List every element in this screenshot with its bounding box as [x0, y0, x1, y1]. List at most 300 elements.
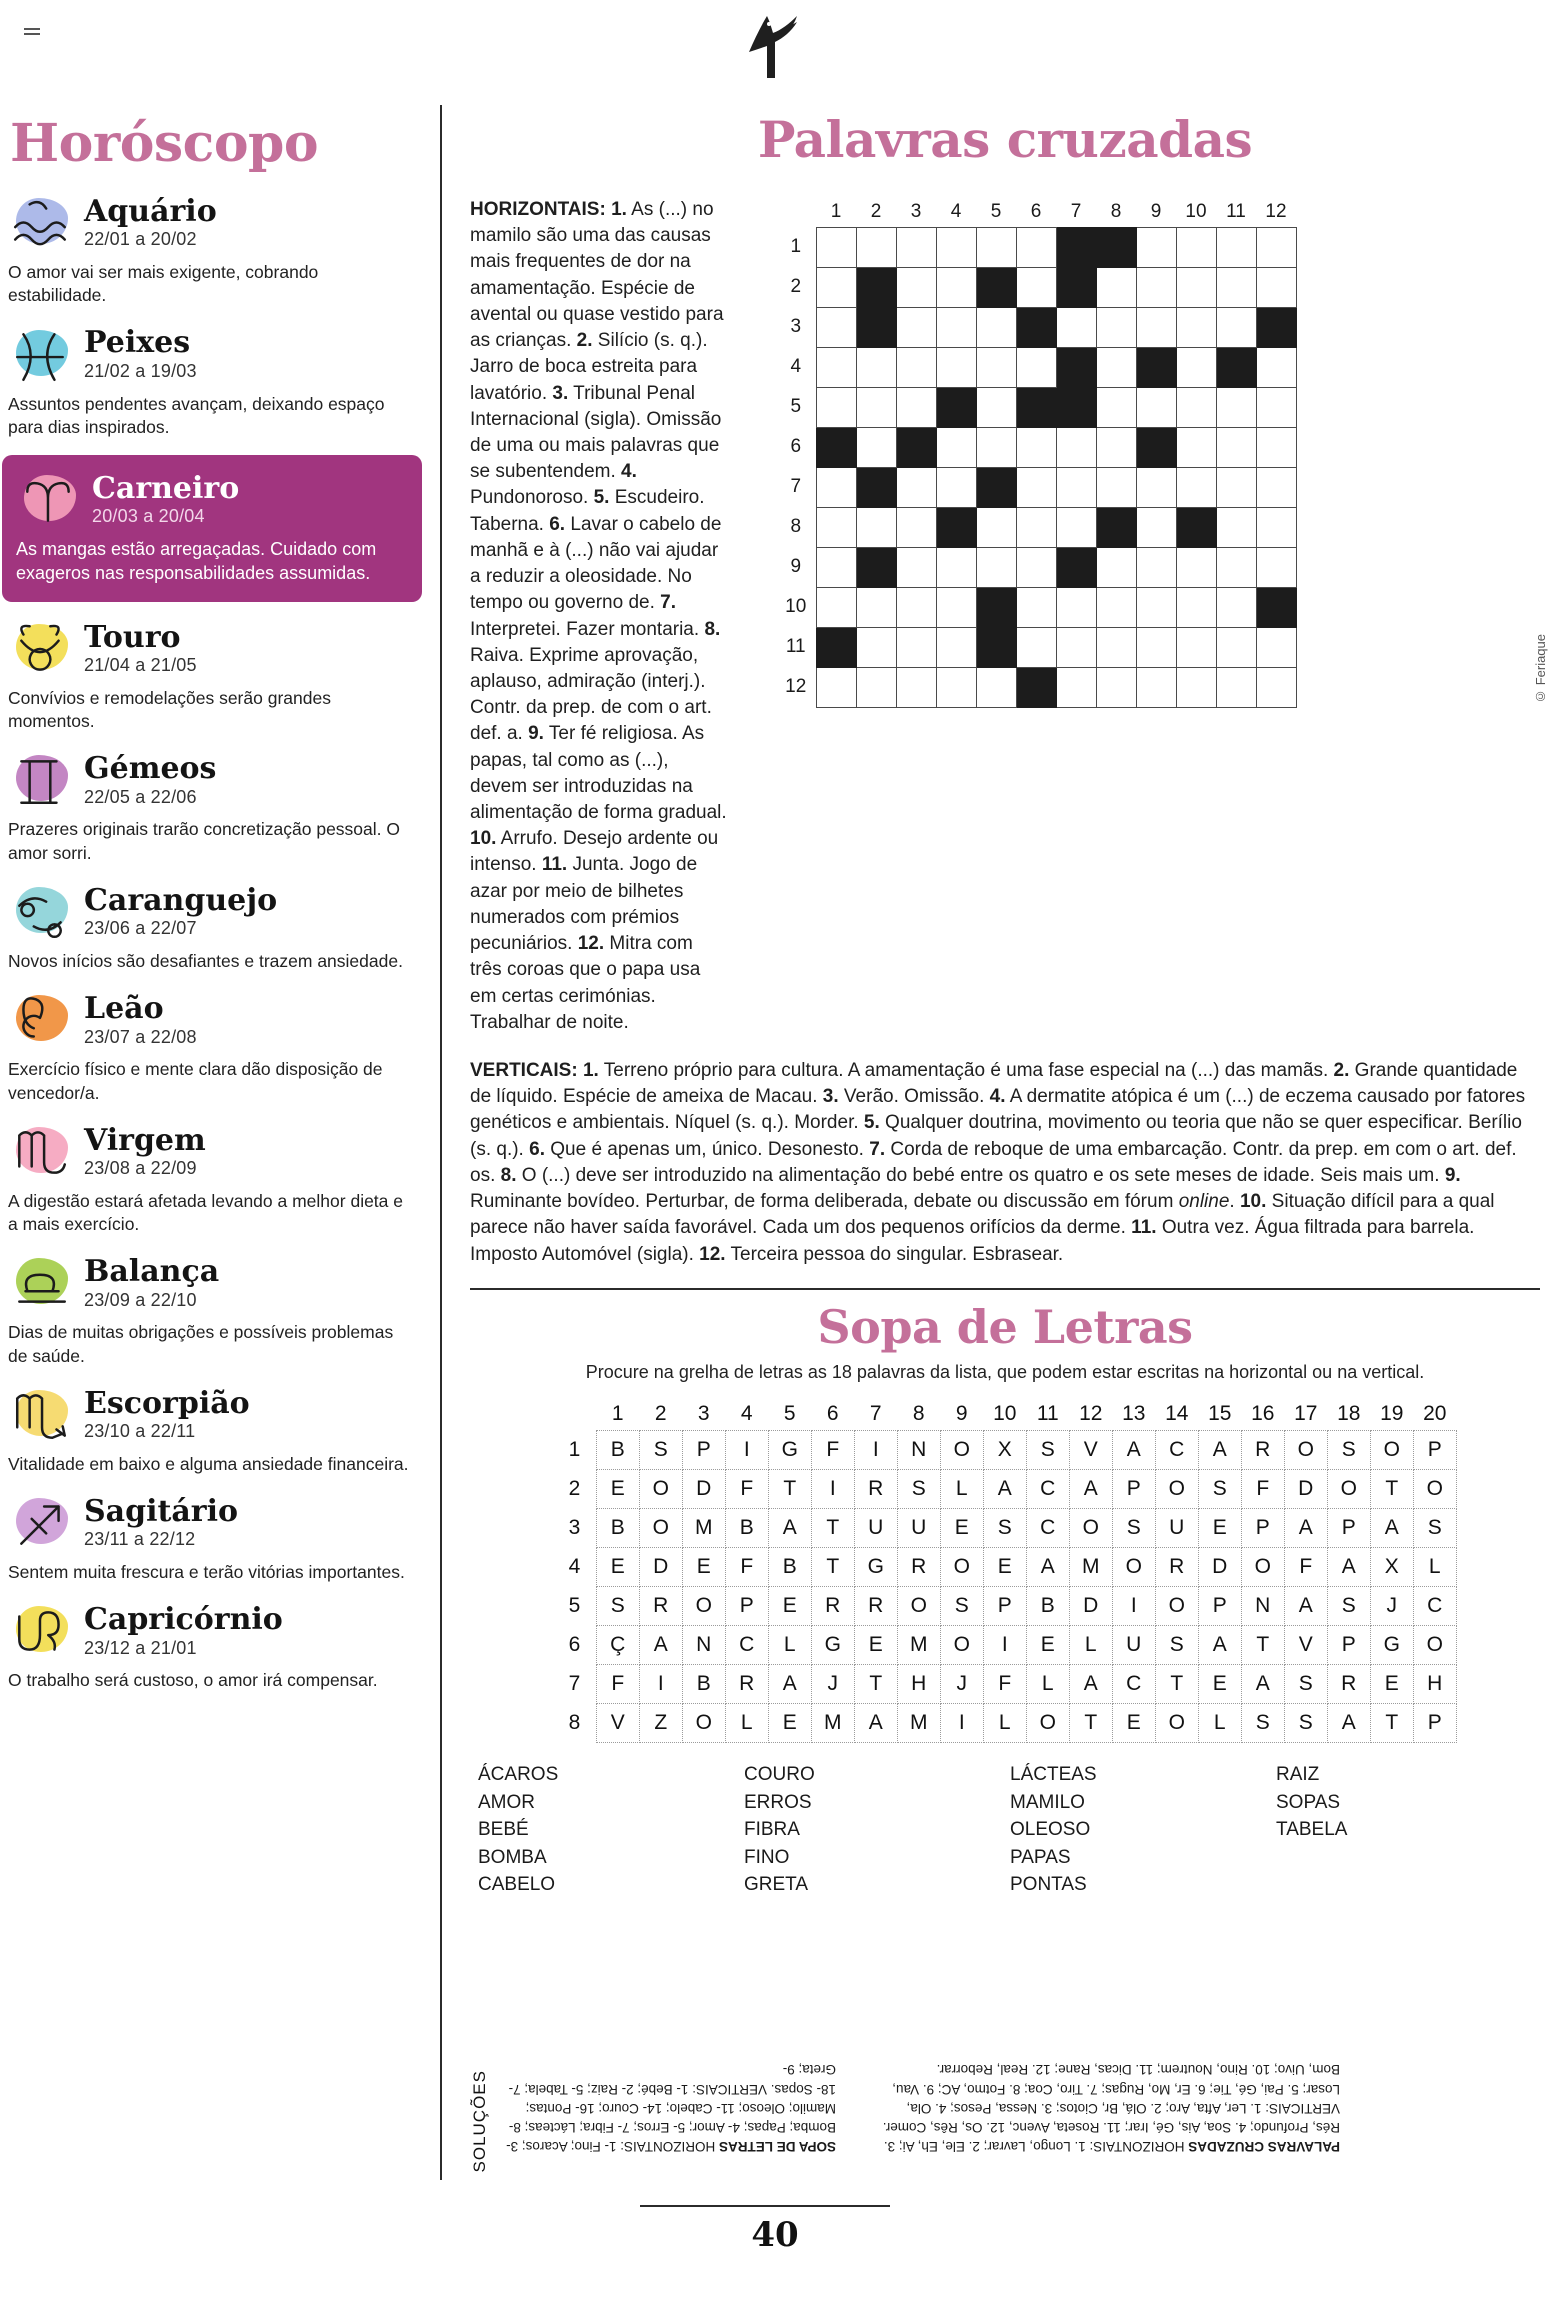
wordsearch-cell-7-10[interactable]: F — [983, 1665, 1026, 1704]
crossword-cell-8-5[interactable] — [976, 507, 1016, 547]
crossword-cell-5-2[interactable] — [856, 387, 896, 427]
wordsearch-cell-4-4[interactable]: F — [725, 1548, 768, 1587]
crossword-cell-9-6[interactable] — [1016, 547, 1056, 587]
wordsearch-cell-5-7[interactable]: R — [854, 1587, 897, 1626]
wordsearch-cell-1-19[interactable]: O — [1370, 1431, 1413, 1470]
crossword-cell-2-9[interactable] — [1136, 267, 1176, 307]
wordsearch-cell-1-20[interactable]: P — [1413, 1431, 1456, 1470]
crossword-cell-3-11[interactable] — [1216, 307, 1256, 347]
crossword-cell-9-11[interactable] — [1216, 547, 1256, 587]
crossword-cell-6-5[interactable] — [976, 427, 1016, 467]
crossword-cell-7-4[interactable] — [936, 467, 976, 507]
wordsearch-cell-1-10[interactable]: X — [983, 1431, 1026, 1470]
wordsearch-cell-6-3[interactable]: N — [682, 1626, 725, 1665]
wordsearch-cell-6-8[interactable]: M — [897, 1626, 940, 1665]
crossword-cell-7-8[interactable] — [1096, 467, 1136, 507]
crossword-cell-5-8[interactable] — [1096, 387, 1136, 427]
wordsearch-cell-8-16[interactable]: S — [1241, 1704, 1284, 1743]
wordsearch-cell-6-15[interactable]: A — [1198, 1626, 1241, 1665]
wordsearch-cell-7-11[interactable]: L — [1026, 1665, 1069, 1704]
wordsearch-cell-7-12[interactable]: A — [1069, 1665, 1112, 1704]
crossword-cell-4-5[interactable] — [976, 347, 1016, 387]
wordsearch-cell-2-18[interactable]: O — [1327, 1470, 1370, 1509]
zodiac-sign-name: Escorpião — [84, 1385, 250, 1421]
wordsearch-cell-5-14[interactable]: O — [1155, 1587, 1198, 1626]
wordsearch-cell-8-3[interactable]: O — [682, 1704, 725, 1743]
wordsearch-cell-4-2[interactable]: D — [639, 1548, 682, 1587]
wordsearch-cell-4-7[interactable]: G — [854, 1548, 897, 1587]
wordsearch-cell-4-20[interactable]: L — [1413, 1548, 1456, 1587]
crossword-cell-4-1[interactable] — [816, 347, 856, 387]
wordsearch-cell-2-6[interactable]: I — [811, 1470, 854, 1509]
crossword-cell-2-8[interactable] — [1096, 267, 1136, 307]
crossword-cell-9-9[interactable] — [1136, 547, 1176, 587]
crossword-cell-4-3[interactable] — [896, 347, 936, 387]
wordsearch-col-header: 6 — [826, 1401, 839, 1425]
wordsearch-cell-5-12[interactable]: D — [1069, 1587, 1112, 1626]
wordsearch-cell-2-2[interactable]: O — [639, 1470, 682, 1509]
wordsearch-cell-8-4[interactable]: L — [725, 1704, 768, 1743]
wordsearch-cell-7-8[interactable]: H — [897, 1665, 940, 1704]
wordsearch-cell-5-1[interactable]: S — [596, 1587, 639, 1626]
crossword-cell-6-10[interactable] — [1176, 427, 1216, 467]
solutions-crossword — [870, 2060, 1340, 2156]
wordsearch-cell-6-5[interactable]: L — [768, 1626, 811, 1665]
wordsearch-cell-3-15[interactable]: E — [1198, 1509, 1241, 1548]
wordsearch-cell-4-5[interactable]: B — [768, 1548, 811, 1587]
wordsearch-cell-7-2[interactable]: I — [639, 1665, 682, 1704]
wordsearch-cell-2-14[interactable]: O — [1155, 1470, 1198, 1509]
wordsearch-cell-3-17[interactable]: A — [1284, 1509, 1327, 1548]
wordsearch-cell-6-4[interactable]: C — [725, 1626, 768, 1665]
wordsearch-cell-1-7[interactable]: I — [854, 1431, 897, 1470]
crossword-cell-6-12[interactable] — [1256, 427, 1296, 467]
wordsearch-cell-6-12[interactable]: L — [1069, 1626, 1112, 1665]
zodiac-sign-header — [8, 1492, 412, 1554]
wordsearch-cell-4-18[interactable]: A — [1327, 1548, 1370, 1587]
wordsearch-cell-5-11[interactable]: B — [1026, 1587, 1069, 1626]
crossword-cell-4-10[interactable] — [1176, 347, 1216, 387]
crossword-cell-7-10[interactable] — [1176, 467, 1216, 507]
crossword-cell-7-7[interactable] — [1056, 467, 1096, 507]
crossword-cell-1-3[interactable] — [896, 227, 936, 267]
wordsearch-cell-7-7[interactable]: T — [854, 1665, 897, 1704]
crossword-cell-6-11[interactable] — [1216, 427, 1256, 467]
crossword-cell-12-1[interactable] — [816, 667, 856, 707]
crossword-cell-12-7[interactable] — [1056, 667, 1096, 707]
crossword-cell-4-8[interactable] — [1096, 347, 1136, 387]
crossword-cell-4-4[interactable] — [936, 347, 976, 387]
wordsearch-cell-6-18[interactable]: P — [1327, 1626, 1370, 1665]
crossword-cell-9-3[interactable] — [896, 547, 936, 587]
wordsearch-cell-5-2[interactable]: R — [639, 1587, 682, 1626]
wordsearch-cell-7-19[interactable]: E — [1370, 1665, 1413, 1704]
wordsearch-cell-5-10[interactable]: P — [983, 1587, 1026, 1626]
crossword-cell-3-10[interactable] — [1176, 307, 1216, 347]
wordsearch-cell-3-10[interactable]: S — [983, 1509, 1026, 1548]
wordsearch-cell-5-6[interactable]: R — [811, 1587, 854, 1626]
wordsearch-cell-4-10[interactable]: E — [983, 1548, 1026, 1587]
wordsearch-cell-3-19[interactable]: A — [1370, 1509, 1413, 1548]
wordsearch-cell-3-20[interactable]: S — [1413, 1509, 1456, 1548]
crossword-cell-8-7[interactable] — [1056, 507, 1096, 547]
wordsearch-cell-4-3[interactable]: E — [682, 1548, 725, 1587]
wordsearch-cell-2-8[interactable]: S — [897, 1470, 940, 1509]
wordsearch-cell-3-1[interactable]: B — [596, 1509, 639, 1548]
crossword-cell-11-6[interactable] — [1016, 627, 1056, 667]
wordsearch-row — [553, 1548, 1456, 1587]
crossword-cell-10-2[interactable] — [856, 587, 896, 627]
wordsearch-cell-8-19[interactable]: T — [1370, 1704, 1413, 1743]
crossword-cell-12-3[interactable] — [896, 667, 936, 707]
wordsearch-cell-1-8[interactable]: N — [897, 1431, 940, 1470]
crossword-cell-3-4[interactable] — [936, 307, 976, 347]
wordsearch-cell-2-12[interactable]: A — [1069, 1470, 1112, 1509]
crossword-cell-9-5[interactable] — [976, 547, 1016, 587]
wordsearch-cell-7-5[interactable]: A — [768, 1665, 811, 1704]
wordsearch-cell-7-13[interactable]: C — [1112, 1665, 1155, 1704]
wordsearch-cell-6-6[interactable]: G — [811, 1626, 854, 1665]
crossword-cell-2-11[interactable] — [1216, 267, 1256, 307]
wordsearch-cell-5-3[interactable]: O — [682, 1587, 725, 1626]
crossword-cell-2-10[interactable] — [1176, 267, 1216, 307]
wordsearch-cell-2-4[interactable]: F — [725, 1470, 768, 1509]
wordsearch-cell-4-19[interactable]: X — [1370, 1548, 1413, 1587]
crossword-cell-8-3[interactable] — [896, 507, 936, 547]
crossword-cell-8-6[interactable] — [1016, 507, 1056, 547]
horoscope-column — [0, 100, 440, 1709]
wordsearch-cell-4-6[interactable]: T — [811, 1548, 854, 1587]
crossword-cell-11-8[interactable] — [1096, 627, 1136, 667]
wordsearch-cell-1-5[interactable]: G — [768, 1431, 811, 1470]
wordsearch-cell-8-20[interactable]: P — [1413, 1704, 1456, 1743]
wordsearch-cell-7-3[interactable]: B — [682, 1665, 725, 1704]
wordsearch-cell-2-13[interactable]: P — [1112, 1470, 1155, 1509]
crossword-cell-2-1[interactable] — [816, 267, 856, 307]
wordsearch-cell-8-1[interactable]: V — [596, 1704, 639, 1743]
crossword-cell-9-8[interactable] — [1096, 547, 1136, 587]
crossword-cell-10-4[interactable] — [936, 587, 976, 627]
crossword-cell-10-9[interactable] — [1136, 587, 1176, 627]
crossword-cell-11-2[interactable] — [856, 627, 896, 667]
wordsearch-cell-4-14[interactable]: R — [1155, 1548, 1198, 1587]
wordsearch-cell-3-5[interactable]: A — [768, 1509, 811, 1548]
crossword-cell-5-1[interactable] — [816, 387, 856, 427]
crossword-cell-1-5[interactable] — [976, 227, 1016, 267]
crossword-cell-1-9[interactable] — [1136, 227, 1176, 267]
wordsearch-cell-1-2[interactable]: S — [639, 1431, 682, 1470]
wordsearch-cell-7-1[interactable]: F — [596, 1665, 639, 1704]
crossword-cell-3-3[interactable] — [896, 307, 936, 347]
crossword-cell-5-5[interactable] — [976, 387, 1016, 427]
wordsearch-word: BOMBA — [478, 1846, 547, 1868]
wordsearch-cell-6-19[interactable]: G — [1370, 1626, 1413, 1665]
crossword-cell-12-12[interactable] — [1256, 667, 1296, 707]
crossword-cell-10-6[interactable] — [1016, 587, 1056, 627]
crossword-cell-1-6[interactable] — [1016, 227, 1056, 267]
wordsearch-cell-4-8[interactable]: R — [897, 1548, 940, 1587]
wordsearch-col-header: 20 — [1423, 1401, 1447, 1425]
wordsearch-cell-5-4[interactable]: P — [725, 1587, 768, 1626]
crossword-cell-8-12[interactable] — [1256, 507, 1296, 547]
wordsearch-cell-1-6[interactable]: F — [811, 1431, 854, 1470]
wordsearch-cell-3-4[interactable]: B — [725, 1509, 768, 1548]
wordsearch-cell-6-13[interactable]: U — [1112, 1626, 1155, 1665]
wordsearch-cell-5-16[interactable]: N — [1241, 1587, 1284, 1626]
crossword-col-header: 6 — [1030, 200, 1042, 222]
crossword-cell-2-3[interactable] — [896, 267, 936, 307]
crossword-cell-11-12[interactable] — [1256, 627, 1296, 667]
wordsearch-cell-2-19[interactable]: T — [1370, 1470, 1413, 1509]
wordsearch-cell-6-11[interactable]: E — [1026, 1626, 1069, 1665]
crossword-cell-9-4[interactable] — [936, 547, 976, 587]
wordsearch-cell-3-14[interactable]: U — [1155, 1509, 1198, 1548]
crossword-cell-3-7[interactable] — [1056, 307, 1096, 347]
wordsearch-cell-1-14[interactable]: C — [1155, 1431, 1198, 1470]
wordsearch-cell-3-18[interactable]: P — [1327, 1509, 1370, 1548]
wordsearch-cell-1-17[interactable]: O — [1284, 1431, 1327, 1470]
wordsearch-cell-8-8[interactable]: M — [897, 1704, 940, 1743]
crossword-cell-4-2[interactable] — [856, 347, 896, 387]
wordsearch-grid[interactable] — [553, 1397, 1457, 1744]
crossword-row — [776, 467, 1296, 507]
crossword-cell-1-2[interactable] — [856, 227, 896, 267]
crossword-cell-6-2[interactable] — [856, 427, 896, 467]
crossword-cell-12-10[interactable] — [1176, 667, 1216, 707]
wordsearch-cell-1-9[interactable]: O — [940, 1431, 983, 1470]
wordsearch-cell-2-3[interactable]: D — [682, 1470, 725, 1509]
crossword-cell-10-7[interactable] — [1056, 587, 1096, 627]
crossword-cell-10-3[interactable] — [896, 587, 936, 627]
wordsearch-cell-2-11[interactable]: C — [1026, 1470, 1069, 1509]
wordsearch-cell-1-3[interactable]: P — [682, 1431, 725, 1470]
crossword-row-header: 3 — [790, 316, 802, 337]
wordsearch-cell-3-3[interactable]: M — [682, 1509, 725, 1548]
wordsearch-cell-1-4[interactable]: I — [725, 1431, 768, 1470]
wordsearch-cell-7-14[interactable]: T — [1155, 1665, 1198, 1704]
crossword-cell-7-9[interactable] — [1136, 467, 1176, 507]
crossword-cell-12-8[interactable] — [1096, 667, 1136, 707]
wordsearch-cell-6-1[interactable]: Ç — [596, 1626, 639, 1665]
wordsearch-cell-2-5[interactable]: T — [768, 1470, 811, 1509]
wordsearch-cell-8-5[interactable]: E — [768, 1704, 811, 1743]
wordsearch-cell-4-15[interactable]: D — [1198, 1548, 1241, 1587]
wordsearch-cell-4-9[interactable]: O — [940, 1548, 983, 1587]
wordsearch-cell-6-14[interactable]: S — [1155, 1626, 1198, 1665]
wordsearch-cell-4-1[interactable]: E — [596, 1548, 639, 1587]
wordsearch-cell-5-18[interactable]: S — [1327, 1587, 1370, 1626]
wordsearch-cell-1-1[interactable]: B — [596, 1431, 639, 1470]
zodiac-sign-name: Carneiro — [92, 470, 240, 506]
wordsearch-cell-1-11[interactable]: S — [1026, 1431, 1069, 1470]
wordsearch-cell-4-11[interactable]: A — [1026, 1548, 1069, 1587]
wordsearch-cell-7-18[interactable]: R — [1327, 1665, 1370, 1704]
wordsearch-cell-3-7[interactable]: U — [854, 1509, 897, 1548]
wordsearch-cell-8-7[interactable]: A — [854, 1704, 897, 1743]
crossword-cell-1-12[interactable] — [1256, 227, 1296, 267]
crossword-cell-6-6[interactable] — [1016, 427, 1056, 467]
wordsearch-cell-4-17[interactable]: F — [1284, 1548, 1327, 1587]
wordsearch-cell-6-7[interactable]: E — [854, 1626, 897, 1665]
crossword-cell-5-3[interactable] — [896, 387, 936, 427]
crossword-cell-11-3[interactable] — [896, 627, 936, 667]
crossword-row — [776, 347, 1296, 387]
wordsearch-cell-2-16[interactable]: F — [1241, 1470, 1284, 1509]
wordsearch-cell-8-17[interactable]: S — [1284, 1704, 1327, 1743]
wordsearch-cell-5-15[interactable]: P — [1198, 1587, 1241, 1626]
wordsearch-cell-8-12[interactable]: T — [1069, 1704, 1112, 1743]
crossword-cell-1-10[interactable] — [1176, 227, 1216, 267]
crossword-cell-8-9[interactable] — [1136, 507, 1176, 547]
crossword-cell-12-4[interactable] — [936, 667, 976, 707]
crossword-cell-11-9[interactable] — [1136, 627, 1176, 667]
wordsearch-cell-5-13[interactable]: I — [1112, 1587, 1155, 1626]
wordsearch-cell-1-18[interactable]: S — [1327, 1431, 1370, 1470]
wordsearch-cell-2-17[interactable]: D — [1284, 1470, 1327, 1509]
crossword-cell-11-11[interactable] — [1216, 627, 1256, 667]
wordsearch-cell-6-16[interactable]: T — [1241, 1626, 1284, 1665]
crossword-cell-11-7[interactable] — [1056, 627, 1096, 667]
crossword-cell-7-6[interactable] — [1016, 467, 1056, 507]
crossword-cell-3-6 — [1016, 307, 1056, 347]
wordsearch-cell-3-2[interactable]: O — [639, 1509, 682, 1548]
wordsearch-word: TABELA — [1276, 1819, 1348, 1841]
crossword-cell-6-4[interactable] — [936, 427, 976, 467]
wordsearch-cell-3-8[interactable]: U — [897, 1509, 940, 1548]
crossword-cell-6-7[interactable] — [1056, 427, 1096, 467]
crossword-cell-4-11 — [1216, 347, 1256, 387]
crossword-cell-4-6[interactable] — [1016, 347, 1056, 387]
wordsearch-cell-2-20[interactable]: O — [1413, 1470, 1456, 1509]
wordsearch-cell-8-6[interactable]: M — [811, 1704, 854, 1743]
wordsearch-cell-3-11[interactable]: C — [1026, 1509, 1069, 1548]
wordsearch-cell-3-13[interactable]: S — [1112, 1509, 1155, 1548]
wordsearch-cell-5-9[interactable]: S — [940, 1587, 983, 1626]
wordsearch-cell-2-15[interactable]: S — [1198, 1470, 1241, 1509]
sagittarius-icon — [8, 1492, 74, 1554]
crossword-grid[interactable] — [776, 197, 1297, 708]
crossword-cell-3-5[interactable] — [976, 307, 1016, 347]
wordsearch-cell-2-7[interactable]: R — [854, 1470, 897, 1509]
crossword-cell-12-5[interactable] — [976, 667, 1016, 707]
wordsearch-cell-1-12[interactable]: V — [1069, 1431, 1112, 1470]
wordsearch-cell-6-9[interactable]: O — [940, 1626, 983, 1665]
crossword-cell-12-11[interactable] — [1216, 667, 1256, 707]
wordsearch-cell-2-10[interactable]: A — [983, 1470, 1026, 1509]
crossword-cell-12-9[interactable] — [1136, 667, 1176, 707]
crossword-cell-8-1[interactable] — [816, 507, 856, 547]
wordsearch-cell-1-16[interactable]: R — [1241, 1431, 1284, 1470]
wordsearch-cell-8-11[interactable]: O — [1026, 1704, 1069, 1743]
crossword-cell-11-10[interactable] — [1176, 627, 1216, 667]
crossword-cell-7-5 — [976, 467, 1016, 507]
crossword-cell-10-8[interactable] — [1096, 587, 1136, 627]
zodiac-sign-name: Touro — [84, 619, 181, 655]
crossword-cell-1-1[interactable] — [816, 227, 856, 267]
crossword-cell-6-8[interactable] — [1096, 427, 1136, 467]
crossword-cell-7-11[interactable] — [1216, 467, 1256, 507]
crossword-cell-8-2[interactable] — [856, 507, 896, 547]
wordsearch-col-header: 12 — [1079, 1401, 1103, 1425]
crossword-cell-3-9[interactable] — [1136, 307, 1176, 347]
crossword-cell-1-11[interactable] — [1216, 227, 1256, 267]
wordsearch-cell-7-16[interactable]: A — [1241, 1665, 1284, 1704]
crossword-cell-12-2[interactable] — [856, 667, 896, 707]
crossword-cell-5-11[interactable] — [1216, 387, 1256, 427]
crossword-cell-3-1[interactable] — [816, 307, 856, 347]
crossword-cell-2-4[interactable] — [936, 267, 976, 307]
crossword-cell-4-12[interactable] — [1256, 347, 1296, 387]
wordsearch-cell-7-6[interactable]: J — [811, 1665, 854, 1704]
crossword-cell-3-12 — [1256, 307, 1296, 347]
crossword-cell-5-10[interactable] — [1176, 387, 1216, 427]
wordsearch-cell-1-13[interactable]: A — [1112, 1431, 1155, 1470]
wordsearch-cell-5-5[interactable]: E — [768, 1587, 811, 1626]
wordsearch-cell-4-13[interactable]: O — [1112, 1548, 1155, 1587]
crossword-cell-10-10[interactable] — [1176, 587, 1216, 627]
wordsearch-cell-5-20[interactable]: C — [1413, 1587, 1456, 1626]
wordsearch-cell-8-14[interactable]: O — [1155, 1704, 1198, 1743]
wordsearch-cell-3-6[interactable]: T — [811, 1509, 854, 1548]
crossword-cell-10-11[interactable] — [1216, 587, 1256, 627]
crossword-cell-1-4[interactable] — [936, 227, 976, 267]
wordsearch-cell-5-19[interactable]: J — [1370, 1587, 1413, 1626]
wordsearch-cell-8-2[interactable]: Z — [639, 1704, 682, 1743]
wordsearch-cell-8-13[interactable]: E — [1112, 1704, 1155, 1743]
wordsearch-cell-6-2[interactable]: A — [639, 1626, 682, 1665]
wordsearch-cell-2-9[interactable]: L — [940, 1470, 983, 1509]
wordsearch-cell-8-10[interactable]: L — [983, 1704, 1026, 1743]
wordsearch-cell-4-16[interactable]: O — [1241, 1548, 1284, 1587]
crossword-cell-11-4[interactable] — [936, 627, 976, 667]
wordsearch-cell-7-20[interactable]: H — [1413, 1665, 1456, 1704]
wordsearch-cell-7-4[interactable]: R — [725, 1665, 768, 1704]
wordsearch-cell-8-15[interactable]: L — [1198, 1704, 1241, 1743]
wordsearch-cell-8-9[interactable]: I — [940, 1704, 983, 1743]
crossword-cell-7-12[interactable] — [1256, 467, 1296, 507]
crossword-cell-10-1[interactable] — [816, 587, 856, 627]
wordsearch-cell-3-16[interactable]: P — [1241, 1509, 1284, 1548]
wordsearch-cell-5-8[interactable]: O — [897, 1587, 940, 1626]
zodiac-sign-capricornio — [8, 1600, 412, 1692]
crossword-cell-2-6[interactable] — [1016, 267, 1056, 307]
wordsearch-cell-7-9[interactable]: J — [940, 1665, 983, 1704]
wordsearch-cell-1-15[interactable]: A — [1198, 1431, 1241, 1470]
crossword-cell-5-9[interactable] — [1136, 387, 1176, 427]
crossword-cell-9-12[interactable] — [1256, 547, 1296, 587]
crossword-cell-9-10[interactable] — [1176, 547, 1216, 587]
crossword-cell-8-11[interactable] — [1216, 507, 1256, 547]
wordsearch-cell-5-17[interactable]: A — [1284, 1587, 1327, 1626]
wordsearch-cell-3-12[interactable]: O — [1069, 1509, 1112, 1548]
crossword-cell-7-1[interactable] — [816, 467, 856, 507]
wordsearch-cell-6-10[interactable]: I — [983, 1626, 1026, 1665]
wordsearch-cell-7-17[interactable]: S — [1284, 1665, 1327, 1704]
wordsearch-cell-6-17[interactable]: V — [1284, 1626, 1327, 1665]
crossword-cell-3-8[interactable] — [1096, 307, 1136, 347]
wordsearch-cell-6-20[interactable]: O — [1413, 1626, 1456, 1665]
wordsearch-cell-2-1[interactable]: E — [596, 1470, 639, 1509]
crossword-cell-2-12[interactable] — [1256, 267, 1296, 307]
wordsearch-cell-8-18[interactable]: A — [1327, 1704, 1370, 1743]
solutions-crossword-text: HORIZONTAIS: 1. Longo, Lavrar; 2. Ele, Eh, Ai; 3. Rés, Profundo; 4. Soa, Ais, Gé, Irar; 11. Roseta, Avenc, 12. Os, Rês, Comer. VERTICAIS: 1. Ler, Afta, Aro; 2. Olá, Br, Ciotos; 3. Nessa, Pesos; 4. Ola, Losar; 5. Pai, Gé, Tie; 6. Er, Mo, Rugas; 7. Tiro, Coa; 8. Fotmo, AC; 9. Vau, Bom, Uivo; 10. Rino, Noutrem; 11. Dicas, Rane; 12. Real, Reborrar. — [882, 2062, 1340, 2154]
wordsearch-cell-4-12[interactable]: M — [1069, 1548, 1112, 1587]
wordsearch-cell-3-9[interactable]: E — [940, 1509, 983, 1548]
crossword-cell-5-12[interactable] — [1256, 387, 1296, 427]
crossword-cell-7-3[interactable] — [896, 467, 936, 507]
crossword-cell-9-1[interactable] — [816, 547, 856, 587]
wordsearch-cell-7-15[interactable]: E — [1198, 1665, 1241, 1704]
